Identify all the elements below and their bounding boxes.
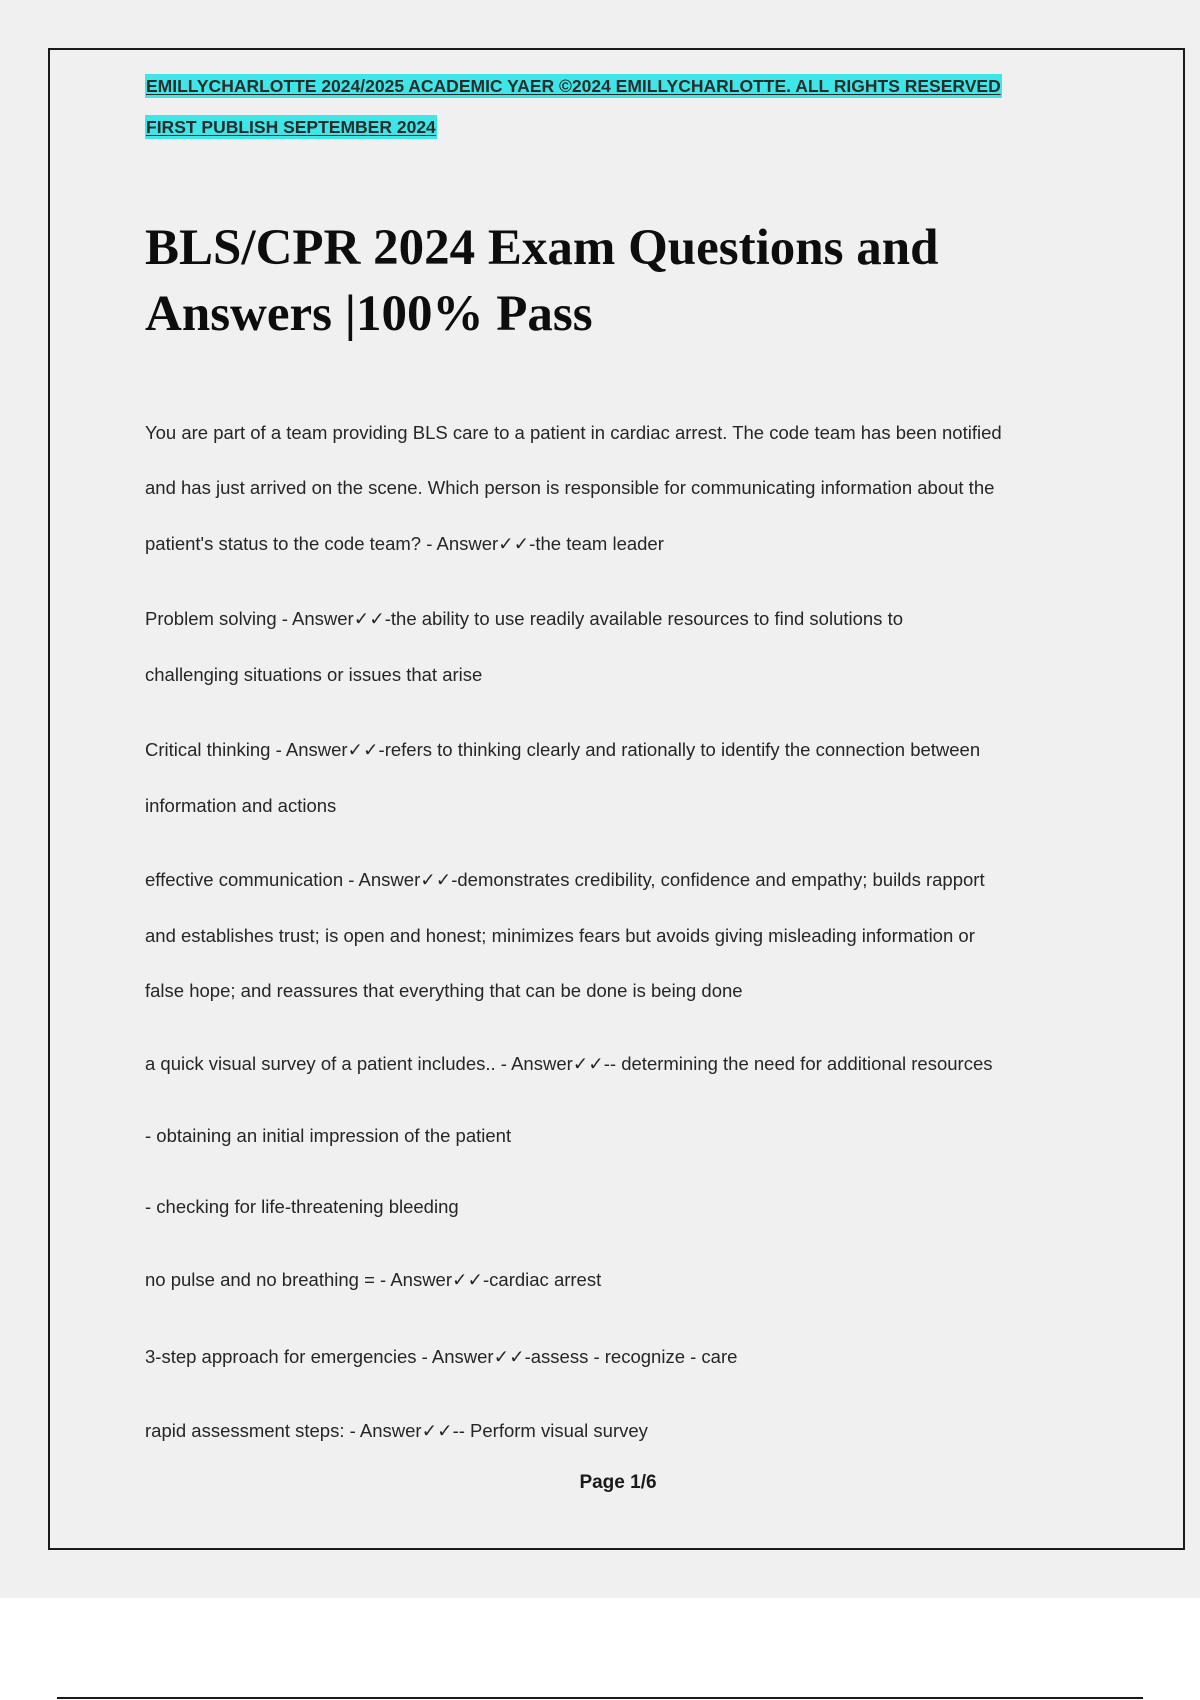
- qa-line: - checking for life-threatening bleeding: [145, 1196, 459, 1217]
- next-page-divider: [57, 1697, 1143, 1699]
- qa-line: - obtaining an initial impression of the patient: [145, 1125, 512, 1146]
- qa-line: no pulse and no breathing = - Answer✓✓-cardiac arrest: [145, 1269, 602, 1290]
- qa-line: a quick visual survey of a patient includes.. - Answer✓✓-- determining the need for additional resources: [145, 1053, 993, 1074]
- page-number: Page 1/6: [579, 1472, 657, 1493]
- qa-line: patient's status to the code team? - Answer✓✓-the team leader: [145, 533, 664, 554]
- qa-line: rapid assessment steps: - Answer✓✓-- Perform visual survey: [145, 1420, 648, 1441]
- qa-line: and establishes trust; is open and honest; minimizes fears but avoids giving misleading information or: [145, 925, 975, 946]
- header-publish-line: FIRST PUBLISH SEPTEMBER 2024: [146, 117, 436, 137]
- qa-line: effective communication - Answer✓✓-demonstrates credibility, confidence and empathy; builds rapport: [145, 869, 985, 890]
- qa-line: challenging situations or issues that arise: [145, 664, 483, 685]
- document-title-line-2: Answers |100% Pass: [145, 286, 593, 342]
- qa-line: 3-step approach for emergencies - Answer✓✓-assess - recognize - care: [145, 1346, 738, 1367]
- qa-line: information and actions: [145, 795, 337, 816]
- qa-line: and has just arrived on the scene. Which person is responsible for communicating information about the: [145, 477, 995, 498]
- qa-line: Critical thinking - Answer✓✓-refers to thinking clearly and rationally to identify the connection between: [145, 739, 981, 760]
- header-copyright-line: EMILLYCHARLOTTE 2024/2025 ACADEMIC YAER ©2024 EMILLYCHARLOTTE. ALL RIGHTS RESERVED: [146, 76, 1001, 96]
- qa-line: false hope; and reassures that everything that can be done is being done: [145, 980, 743, 1001]
- document-title-line-1: BLS/CPR 2024 Exam Questions and: [145, 220, 939, 276]
- qa-line: You are part of a team providing BLS care to a patient in cardiac arrest. The code team has been notified: [145, 422, 1002, 443]
- document-title: [145, 215, 1095, 347]
- qa-line: Problem solving - Answer✓✓-the ability to use readily available resources to find solutions to: [145, 608, 904, 629]
